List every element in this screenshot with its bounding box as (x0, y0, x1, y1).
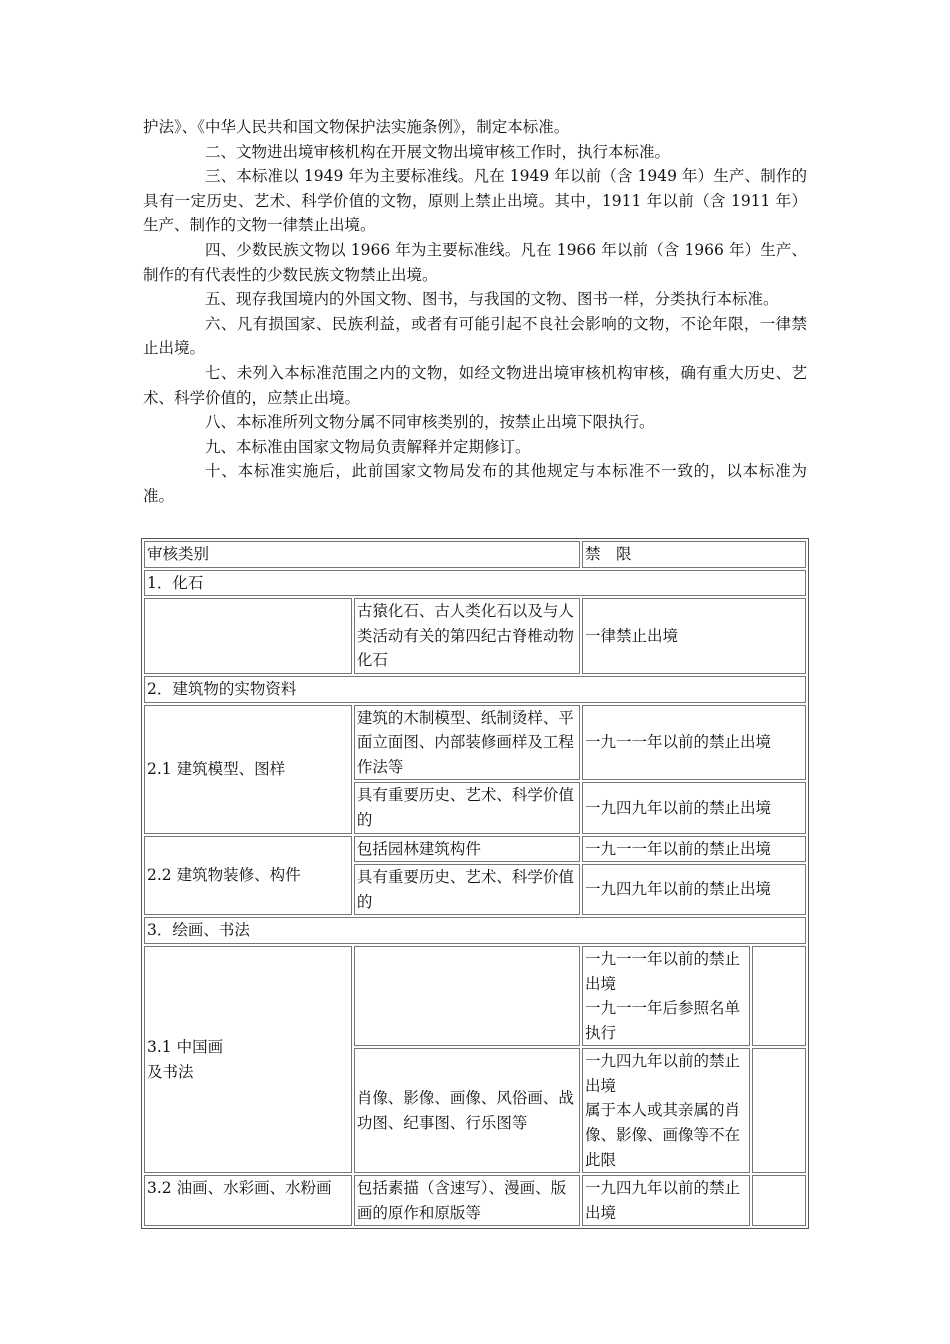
section-title-row (144, 570, 806, 597)
header-category: 审核类别 (144, 541, 580, 568)
section-2-title: 2．建筑物的实物资料 (144, 676, 806, 703)
table-row (144, 705, 806, 781)
section-1-title: 1．化石 (144, 570, 806, 597)
paragraph-4: 四、少数民族文物以 1966 年为主要标准线。凡在 1966 年以前（含 1966 年）生产、制作的有代表性的少数民族文物禁止出境。 (143, 240, 807, 284)
empty-cell (354, 946, 580, 1046)
section-3-1-name (144, 946, 352, 1173)
section-3-1-limit-a-line2: 一九一一年后参照名单执行 (584, 999, 740, 1042)
paragraph-7: 七、未列入本标准范围之内的文物，如经文物进出境审核机构审核，确有重大历史、艺术、科学价值的，应禁止出境。 (143, 363, 807, 407)
paragraph-3: 三、本标准以 1949 年为主要标准线。凡在 1949 年以前（含 1949 年）生产、制作的具有一定历史、艺术、科学价值的文物，原则上禁止出境。其中，1911 年以前（含 1911 年）生产、制作的文物一律禁止出境。 (143, 167, 807, 235)
section-2-2-desc-a: 包括园林建筑构件 (354, 836, 580, 863)
export-standard-table (141, 538, 809, 1229)
section-title-row (144, 676, 806, 703)
section-2-2-desc-b: 具有重要历史、艺术、科学价值的 (354, 864, 580, 915)
header-limit: 禁 限 (582, 541, 806, 568)
paragraph-2: 二、文物进出境审核机构在开展文物出境审核工作时，执行本标准。 (205, 142, 671, 161)
section-2-2-name: 2.2 建筑物装修、构件 (144, 836, 352, 916)
table-row (144, 946, 806, 1046)
paragraph-10: 十、本标准实施后，此前国家文物局发布的其他规定与本标准不一致的，以本标准为准。 (143, 462, 807, 505)
paragraph-8: 八、本标准所列文物分属不同审核类别的，按禁止出境下限执行。 (205, 413, 655, 432)
section-2-2-limit-b: 一九四九年以前的禁止出境 (582, 864, 806, 915)
section-2-1-desc-a: 建筑的木制模型、纸制烫样、平面立面图、内部装修画样及工程作法等 (354, 705, 580, 781)
paragraph-9: 九、本标准由国家文物局负责解释并定期修订。 (205, 437, 531, 456)
section-3-title: 3．绘画、书法 (144, 917, 806, 944)
paragraph-6: 六、凡有损国家、民族利益，或者有可能引起不良社会影响的文物，不论年限，一律禁止出境。 (143, 314, 807, 358)
table-row (144, 836, 806, 863)
empty-cell (144, 598, 352, 674)
paragraph-1: 护法》、《中华人民共和国文物保护法实施条例》，制定本标准。 (143, 118, 570, 136)
empty-cell (752, 1048, 806, 1173)
table-header-row (144, 541, 806, 568)
section-3-1-limit-b-line1: 一九四九年以前的禁止出境 (584, 1052, 740, 1095)
section-3-1-name-line1: 3.1 中国画 (147, 1037, 224, 1056)
section-3-2-limit: 一九四九年以前的禁止出境 (582, 1175, 751, 1226)
section-3-2-desc: 包括素描（含速写）、漫画、版画的原作和原版等 (354, 1175, 580, 1226)
fossil-description: 古猿化石、古人类化石以及与人类活动有关的第四纪古脊椎动物化石 (354, 598, 580, 674)
paragraph-5: 五、现存我国境内的外国文物、图书，与我国的文物、图书一样，分类执行本标准。 (205, 290, 779, 309)
section-3-1-desc-b: 肖像、影像、画像、风俗画、战功图、纪事图、行乐图等 (354, 1048, 580, 1173)
table-row (144, 1175, 806, 1226)
section-3-1-limit-a (582, 946, 751, 1046)
empty-cell (752, 1175, 806, 1226)
section-2-1-name: 2.1 建筑模型、图样 (144, 705, 352, 834)
section-2-1-desc-b: 具有重要历史、艺术、科学价值的 (354, 782, 580, 833)
table-row (144, 598, 806, 674)
body-text (143, 115, 807, 509)
fossil-limit: 一律禁止出境 (582, 598, 806, 674)
section-3-1-limit-a-line1: 一九一一年以前的禁止出境 (584, 949, 740, 993)
section-3-2-name: 3.2 油画、水彩画、水粉画 (144, 1175, 352, 1226)
section-3-1-limit-b-line2: 属于本人或其亲属的肖像、影像、画像等不在此限 (584, 1101, 740, 1169)
section-3-1-limit-b (582, 1048, 751, 1173)
section-title-row (144, 917, 806, 944)
section-2-1-limit-a: 一九一一年以前的禁止出境 (582, 705, 806, 781)
empty-cell (752, 946, 806, 1046)
section-2-1-limit-b: 一九四九年以前的禁止出境 (582, 782, 806, 833)
section-2-2-limit-a: 一九一一年以前的禁止出境 (582, 836, 806, 863)
section-3-1-name-line2: 及书法 (147, 1062, 194, 1081)
